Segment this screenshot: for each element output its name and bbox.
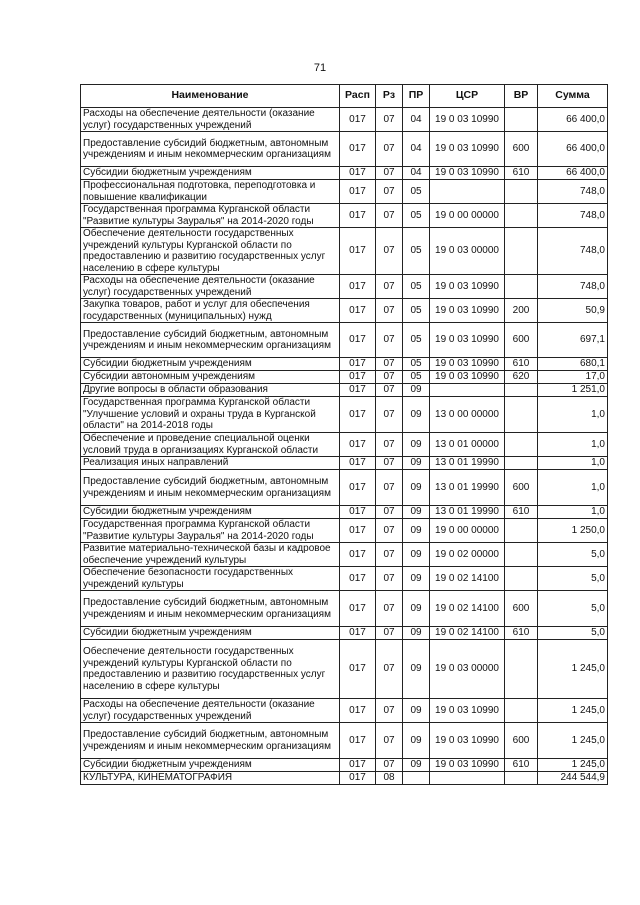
cell-rasp: 017 bbox=[340, 699, 376, 723]
cell-vr: 600 bbox=[505, 723, 538, 759]
cell-csr: 13 0 00 00000 bbox=[430, 397, 505, 433]
cell-name: Развитие материально-технической базы и кадровое обеспечение учреждений культуры bbox=[81, 543, 340, 567]
cell-sum: 748,0 bbox=[538, 180, 608, 204]
cell-rasp: 017 bbox=[340, 228, 376, 275]
cell-vr bbox=[505, 180, 538, 204]
cell-sum: 5,0 bbox=[538, 567, 608, 591]
cell-name: Предоставление субсидий бюджетным, автономным учреждениям и иным некоммерческим организациям bbox=[81, 132, 340, 167]
cell-csr: 19 0 03 10990 bbox=[430, 358, 505, 371]
cell-rz: 07 bbox=[376, 204, 403, 228]
cell-pr bbox=[403, 772, 430, 785]
cell-rz: 07 bbox=[376, 371, 403, 384]
cell-pr: 09 bbox=[403, 397, 430, 433]
table-row bbox=[81, 132, 608, 167]
cell-pr: 09 bbox=[403, 470, 430, 506]
cell-rasp: 017 bbox=[340, 627, 376, 640]
table-row bbox=[81, 457, 608, 470]
cell-csr bbox=[430, 180, 505, 204]
cell-rasp: 017 bbox=[340, 591, 376, 627]
cell-rz: 07 bbox=[376, 228, 403, 275]
cell-rz: 08 bbox=[376, 772, 403, 785]
table-header-row bbox=[81, 85, 608, 108]
cell-pr: 09 bbox=[403, 699, 430, 723]
cell-vr bbox=[505, 543, 538, 567]
cell-pr: 05 bbox=[403, 358, 430, 371]
header-pr: ПР bbox=[403, 85, 430, 108]
cell-csr: 13 0 01 00000 bbox=[430, 433, 505, 457]
cell-rasp: 017 bbox=[340, 204, 376, 228]
cell-rasp: 017 bbox=[340, 384, 376, 397]
cell-pr: 09 bbox=[403, 567, 430, 591]
cell-rasp: 017 bbox=[340, 723, 376, 759]
cell-rz: 07 bbox=[376, 591, 403, 627]
table-row bbox=[81, 640, 608, 699]
cell-csr bbox=[430, 384, 505, 397]
cell-sum: 50,9 bbox=[538, 299, 608, 323]
cell-rz: 07 bbox=[376, 519, 403, 543]
cell-rasp: 017 bbox=[340, 132, 376, 167]
cell-name: Профессиональная подготовка, переподготовка и повышение квалификации bbox=[81, 180, 340, 204]
cell-rasp: 017 bbox=[340, 275, 376, 299]
cell-pr: 05 bbox=[403, 299, 430, 323]
cell-rasp: 017 bbox=[340, 470, 376, 506]
cell-csr: 13 0 01 19990 bbox=[430, 470, 505, 506]
table-row bbox=[81, 371, 608, 384]
cell-rz: 07 bbox=[376, 457, 403, 470]
header-sum: Сумма bbox=[538, 85, 608, 108]
cell-pr: 09 bbox=[403, 384, 430, 397]
cell-sum: 697,1 bbox=[538, 323, 608, 358]
cell-csr: 19 0 03 00000 bbox=[430, 640, 505, 699]
header-rz: Рз bbox=[376, 85, 403, 108]
table-row bbox=[81, 470, 608, 506]
cell-csr: 13 0 01 19990 bbox=[430, 506, 505, 519]
cell-rasp: 017 bbox=[340, 772, 376, 785]
cell-vr: 200 bbox=[505, 299, 538, 323]
table-row bbox=[81, 759, 608, 772]
cell-pr: 09 bbox=[403, 519, 430, 543]
cell-name: Закупка товаров, работ и услуг для обеспечения государственных (муниципальных) нужд bbox=[81, 299, 340, 323]
cell-pr: 05 bbox=[403, 204, 430, 228]
cell-vr: 600 bbox=[505, 323, 538, 358]
cell-name: Субсидии бюджетным учреждениям bbox=[81, 627, 340, 640]
header-vr: ВР bbox=[505, 85, 538, 108]
cell-vr bbox=[505, 567, 538, 591]
cell-csr: 19 0 03 10990 bbox=[430, 299, 505, 323]
table-row bbox=[81, 567, 608, 591]
cell-sum: 17,0 bbox=[538, 371, 608, 384]
cell-pr: 09 bbox=[403, 759, 430, 772]
cell-pr: 09 bbox=[403, 640, 430, 699]
cell-csr: 19 0 02 00000 bbox=[430, 543, 505, 567]
cell-name: Предоставление субсидий бюджетным, автономным учреждениям и иным некоммерческим организациям bbox=[81, 723, 340, 759]
cell-vr bbox=[505, 457, 538, 470]
cell-sum: 1 245,0 bbox=[538, 723, 608, 759]
cell-sum: 1 245,0 bbox=[538, 699, 608, 723]
cell-name: Обеспечение безопасности государственных учреждений культуры bbox=[81, 567, 340, 591]
cell-name: Предоставление субсидий бюджетным, автономным учреждениям и иным некоммерческим организациям bbox=[81, 591, 340, 627]
cell-rz: 07 bbox=[376, 470, 403, 506]
cell-csr: 19 0 03 00000 bbox=[430, 228, 505, 275]
cell-sum: 1 250,0 bbox=[538, 519, 608, 543]
cell-name: Другие вопросы в области образования bbox=[81, 384, 340, 397]
cell-name: Предоставление субсидий бюджетным, автономным учреждениям и иным некоммерческим организациям bbox=[81, 323, 340, 358]
table-row bbox=[81, 723, 608, 759]
cell-csr: 19 0 03 10990 bbox=[430, 275, 505, 299]
header-name: Наименование bbox=[81, 85, 340, 108]
cell-rasp: 017 bbox=[340, 167, 376, 180]
cell-vr: 610 bbox=[505, 759, 538, 772]
cell-name: Государственная программа Курганской области "Развитие культуры Зауралья" на 2014-2020 годы bbox=[81, 204, 340, 228]
cell-rasp: 017 bbox=[340, 108, 376, 132]
cell-csr: 19 0 03 10990 bbox=[430, 132, 505, 167]
cell-rz: 07 bbox=[376, 723, 403, 759]
cell-csr: 19 0 00 00000 bbox=[430, 204, 505, 228]
cell-sum: 680,1 bbox=[538, 358, 608, 371]
cell-vr bbox=[505, 433, 538, 457]
cell-sum: 66 400,0 bbox=[538, 167, 608, 180]
cell-sum: 748,0 bbox=[538, 204, 608, 228]
table-row bbox=[81, 506, 608, 519]
cell-name: Субсидии бюджетным учреждениям bbox=[81, 506, 340, 519]
cell-name: Обеспечение деятельности государственных учреждений культуры Курганской области по предоставлению и развитию государственных услуг населению в сфере культуры bbox=[81, 640, 340, 699]
cell-sum: 66 400,0 bbox=[538, 108, 608, 132]
cell-name: Субсидии бюджетным учреждениям bbox=[81, 167, 340, 180]
cell-sum: 1 251,0 bbox=[538, 384, 608, 397]
cell-csr: 19 0 03 10990 bbox=[430, 371, 505, 384]
cell-vr bbox=[505, 699, 538, 723]
cell-vr bbox=[505, 108, 538, 132]
cell-sum: 66 400,0 bbox=[538, 132, 608, 167]
cell-rasp: 017 bbox=[340, 358, 376, 371]
cell-rz: 07 bbox=[376, 384, 403, 397]
cell-csr bbox=[430, 772, 505, 785]
cell-rasp: 017 bbox=[340, 506, 376, 519]
cell-rz: 07 bbox=[376, 699, 403, 723]
table-row bbox=[81, 180, 608, 204]
table-row bbox=[81, 384, 608, 397]
cell-rz: 07 bbox=[376, 506, 403, 519]
cell-vr: 600 bbox=[505, 591, 538, 627]
cell-name: Расходы на обеспечение деятельности (оказание услуг) государственных учреждений bbox=[81, 108, 340, 132]
cell-name: Обеспечение деятельности государственных учреждений культуры Курганской области по предоставлению и развитию государственных услуг населению в сфере культуры bbox=[81, 228, 340, 275]
cell-pr: 09 bbox=[403, 723, 430, 759]
cell-csr: 19 0 03 10990 bbox=[430, 167, 505, 180]
cell-csr: 19 0 03 10990 bbox=[430, 323, 505, 358]
cell-pr: 05 bbox=[403, 275, 430, 299]
table-row bbox=[81, 358, 608, 371]
cell-rasp: 017 bbox=[340, 759, 376, 772]
cell-rz: 07 bbox=[376, 299, 403, 323]
cell-name: КУЛЬТУРА, КИНЕМАТОГРАФИЯ bbox=[81, 772, 340, 785]
cell-sum: 1,0 bbox=[538, 397, 608, 433]
cell-pr: 05 bbox=[403, 323, 430, 358]
cell-vr: 600 bbox=[505, 470, 538, 506]
cell-sum: 748,0 bbox=[538, 228, 608, 275]
cell-pr: 09 bbox=[403, 591, 430, 627]
cell-sum: 5,0 bbox=[538, 591, 608, 627]
cell-rasp: 017 bbox=[340, 567, 376, 591]
cell-csr: 19 0 02 14100 bbox=[430, 567, 505, 591]
cell-rasp: 017 bbox=[340, 299, 376, 323]
table-row bbox=[81, 167, 608, 180]
cell-name: Реализация иных направлений bbox=[81, 457, 340, 470]
header-csr: ЦСР bbox=[430, 85, 505, 108]
cell-pr: 09 bbox=[403, 543, 430, 567]
table-row bbox=[81, 699, 608, 723]
cell-name: Субсидии бюджетным учреждениям bbox=[81, 358, 340, 371]
cell-rasp: 017 bbox=[340, 457, 376, 470]
cell-sum: 244 544,9 bbox=[538, 772, 608, 785]
cell-rz: 07 bbox=[376, 759, 403, 772]
cell-vr bbox=[505, 275, 538, 299]
cell-csr: 19 0 03 10990 bbox=[430, 108, 505, 132]
cell-name: Субсидии автономным учреждениям bbox=[81, 371, 340, 384]
table-row bbox=[81, 627, 608, 640]
cell-name: Расходы на обеспечение деятельности (оказание услуг) государственных учреждений bbox=[81, 699, 340, 723]
cell-pr: 09 bbox=[403, 506, 430, 519]
table-row bbox=[81, 519, 608, 543]
cell-rz: 07 bbox=[376, 567, 403, 591]
table-row bbox=[81, 228, 608, 275]
cell-sum: 5,0 bbox=[538, 627, 608, 640]
cell-sum: 1 245,0 bbox=[538, 640, 608, 699]
cell-vr: 610 bbox=[505, 627, 538, 640]
budget-table bbox=[80, 84, 608, 785]
cell-pr: 09 bbox=[403, 433, 430, 457]
table-row bbox=[81, 433, 608, 457]
cell-csr: 19 0 03 10990 bbox=[430, 699, 505, 723]
cell-name: Государственная программа Курганской области "Улучшение условий и охраны труда в Курганской области" на 2014-2018 годы bbox=[81, 397, 340, 433]
page-number: 71 bbox=[313, 62, 327, 74]
cell-pr: 05 bbox=[403, 180, 430, 204]
table-row bbox=[81, 772, 608, 785]
cell-rasp: 017 bbox=[340, 519, 376, 543]
cell-sum: 1,0 bbox=[538, 506, 608, 519]
cell-csr: 19 0 00 00000 bbox=[430, 519, 505, 543]
cell-rz: 07 bbox=[376, 543, 403, 567]
table-row bbox=[81, 299, 608, 323]
table-row bbox=[81, 591, 608, 627]
table-row bbox=[81, 204, 608, 228]
cell-sum: 1 245,0 bbox=[538, 759, 608, 772]
cell-rasp: 017 bbox=[340, 433, 376, 457]
cell-rz: 07 bbox=[376, 108, 403, 132]
cell-rasp: 017 bbox=[340, 397, 376, 433]
cell-sum: 1,0 bbox=[538, 470, 608, 506]
cell-pr: 05 bbox=[403, 371, 430, 384]
header-rasp: Расп bbox=[340, 85, 376, 108]
cell-pr: 04 bbox=[403, 167, 430, 180]
cell-csr: 19 0 02 14100 bbox=[430, 591, 505, 627]
cell-rz: 07 bbox=[376, 167, 403, 180]
table-row bbox=[81, 543, 608, 567]
cell-name: Обеспечение и проведение специальной оценки условий труда в организациях Курганской области bbox=[81, 433, 340, 457]
cell-pr: 04 bbox=[403, 108, 430, 132]
cell-vr bbox=[505, 204, 538, 228]
cell-sum: 1,0 bbox=[538, 457, 608, 470]
cell-rz: 07 bbox=[376, 627, 403, 640]
cell-rz: 07 bbox=[376, 323, 403, 358]
cell-sum: 748,0 bbox=[538, 275, 608, 299]
cell-vr bbox=[505, 397, 538, 433]
cell-pr: 05 bbox=[403, 228, 430, 275]
cell-vr bbox=[505, 519, 538, 543]
cell-rz: 07 bbox=[376, 397, 403, 433]
cell-pr: 09 bbox=[403, 627, 430, 640]
cell-rz: 07 bbox=[376, 132, 403, 167]
cell-pr: 09 bbox=[403, 457, 430, 470]
cell-rasp: 017 bbox=[340, 371, 376, 384]
cell-csr: 19 0 03 10990 bbox=[430, 759, 505, 772]
cell-csr: 13 0 01 19990 bbox=[430, 457, 505, 470]
cell-vr bbox=[505, 640, 538, 699]
cell-name: Субсидии бюджетным учреждениям bbox=[81, 759, 340, 772]
table-row bbox=[81, 323, 608, 358]
cell-rasp: 017 bbox=[340, 543, 376, 567]
cell-vr bbox=[505, 772, 538, 785]
cell-rz: 07 bbox=[376, 180, 403, 204]
table-row bbox=[81, 275, 608, 299]
cell-rz: 07 bbox=[376, 640, 403, 699]
cell-sum: 1,0 bbox=[538, 433, 608, 457]
cell-vr: 610 bbox=[505, 358, 538, 371]
table-row bbox=[81, 397, 608, 433]
cell-rz: 07 bbox=[376, 433, 403, 457]
cell-vr: 600 bbox=[505, 132, 538, 167]
cell-rz: 07 bbox=[376, 275, 403, 299]
cell-vr: 610 bbox=[505, 167, 538, 180]
cell-rasp: 017 bbox=[340, 180, 376, 204]
cell-vr: 610 bbox=[505, 506, 538, 519]
cell-vr bbox=[505, 384, 538, 397]
cell-pr: 04 bbox=[403, 132, 430, 167]
cell-vr: 620 bbox=[505, 371, 538, 384]
cell-name: Государственная программа Курганской области "Развитие культуры Зауралья" на 2014-2020 годы bbox=[81, 519, 340, 543]
cell-rasp: 017 bbox=[340, 323, 376, 358]
cell-name: Предоставление субсидий бюджетным, автономным учреждениям и иным некоммерческим организациям bbox=[81, 470, 340, 506]
cell-rasp: 017 bbox=[340, 640, 376, 699]
cell-rz: 07 bbox=[376, 358, 403, 371]
table-row bbox=[81, 108, 608, 132]
cell-name: Расходы на обеспечение деятельности (оказание услуг) государственных учреждений bbox=[81, 275, 340, 299]
cell-vr bbox=[505, 228, 538, 275]
cell-csr: 19 0 02 14100 bbox=[430, 627, 505, 640]
cell-csr: 19 0 03 10990 bbox=[430, 723, 505, 759]
cell-sum: 5,0 bbox=[538, 543, 608, 567]
